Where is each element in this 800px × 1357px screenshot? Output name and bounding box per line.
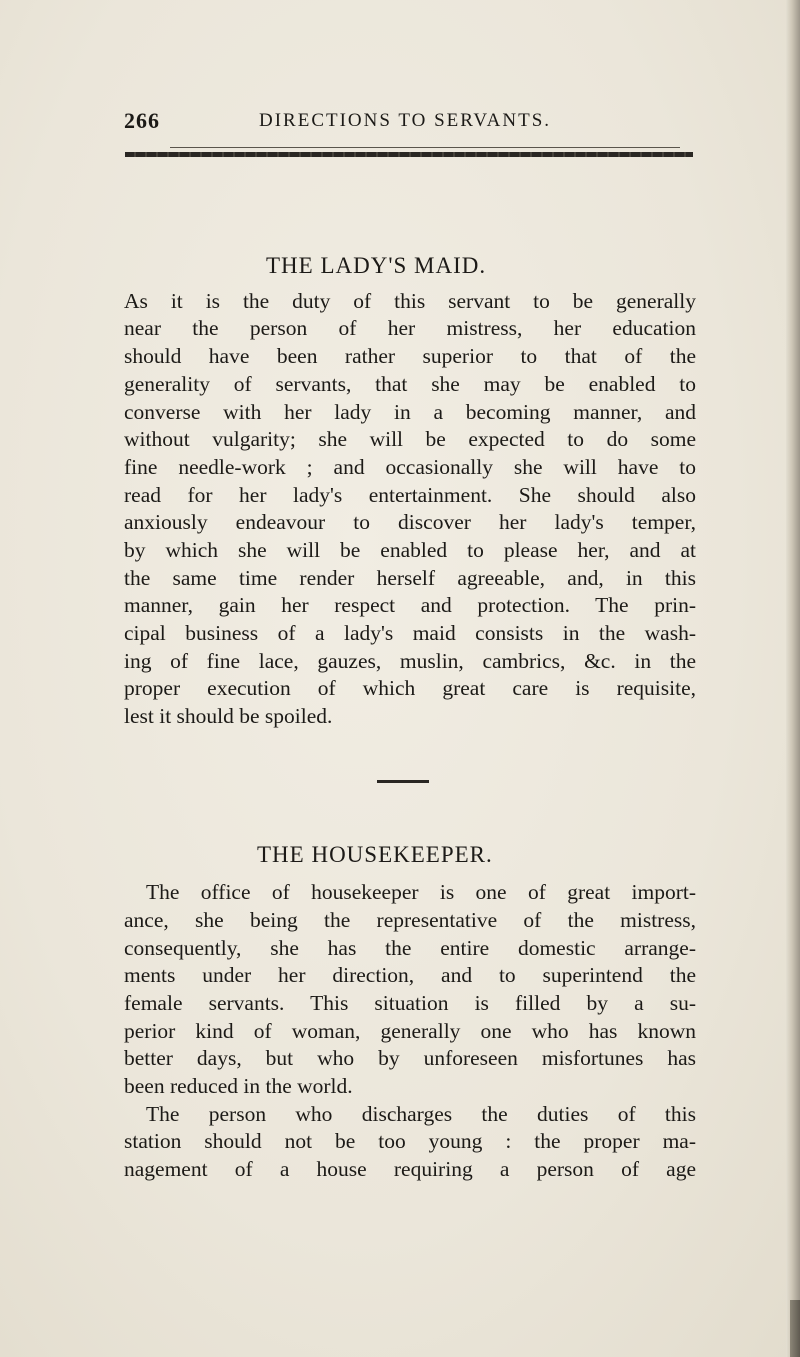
text-line: without vulgarity; she will be expected to do some <box>124 427 696 451</box>
text-line: fine needle-work ; and occasionally she will have to <box>124 455 696 479</box>
text-line: ments under her direction, and to superintend the <box>124 963 696 987</box>
text-line: As it is the duty of this servant to be generally <box>124 289 696 313</box>
text-line: ance, she being the representative of the mistress, <box>124 908 696 932</box>
text-line: anxiously endeavour to discover her lady's temper, <box>124 510 696 534</box>
page-number: 266 <box>124 108 160 133</box>
page-edge-dark-corner <box>790 1300 800 1357</box>
header-rule-thin <box>170 147 680 148</box>
text-line: should have been rather superior to that of the <box>124 344 696 368</box>
text-line: read for her lady's entertainment. She should also <box>124 483 696 507</box>
section-title-ladys-maid: THE LADY'S MAID. <box>266 253 487 278</box>
section-separator-rule <box>377 780 429 783</box>
text-line: perior kind of woman, generally one who has known <box>124 1019 696 1043</box>
text-line: lest it should be spoiled. <box>124 704 333 728</box>
text-line: been reduced in the world. <box>124 1074 353 1098</box>
running-head <box>124 108 694 138</box>
running-title: DIRECTIONS TO SERVANTS. <box>259 110 552 131</box>
section-title-housekeeper: THE HOUSEKEEPER. <box>257 842 493 867</box>
text-line: female servants. This situation is filled by a su- <box>124 991 696 1015</box>
text-line: station should not be too young : the proper ma- <box>124 1129 696 1153</box>
text-line: the same time render herself agreeable, and, in this <box>124 566 696 590</box>
text-line: The office of housekeeper is one of great import- <box>146 880 696 904</box>
text-line: by which she will be enabled to please her, and at <box>124 538 696 562</box>
text-line: ing of fine lace, gauzes, muslin, cambrics, &c. in the <box>124 649 696 673</box>
text-line: near the person of her mistress, her education <box>124 316 696 340</box>
text-line: proper execution of which great care is requisite, <box>124 676 696 700</box>
text-line: converse with her lady in a becoming manner, and <box>124 400 696 424</box>
text-line: cipal business of a lady's maid consists in the wash- <box>124 621 696 645</box>
text-line: better days, but who by unforeseen misfortunes has <box>124 1046 696 1070</box>
text-line: manner, gain her respect and protection. The prin- <box>124 593 696 617</box>
text-line: generality of servants, that she may be enabled to <box>124 372 696 396</box>
page-edge-shadow <box>786 0 800 1357</box>
text-line: The person who discharges the duties of this <box>146 1102 696 1126</box>
text-line: consequently, she has the entire domestic arrange- <box>124 936 696 960</box>
text-line: nagement of a house requiring a person of age <box>124 1157 696 1181</box>
header-rule <box>125 152 693 157</box>
